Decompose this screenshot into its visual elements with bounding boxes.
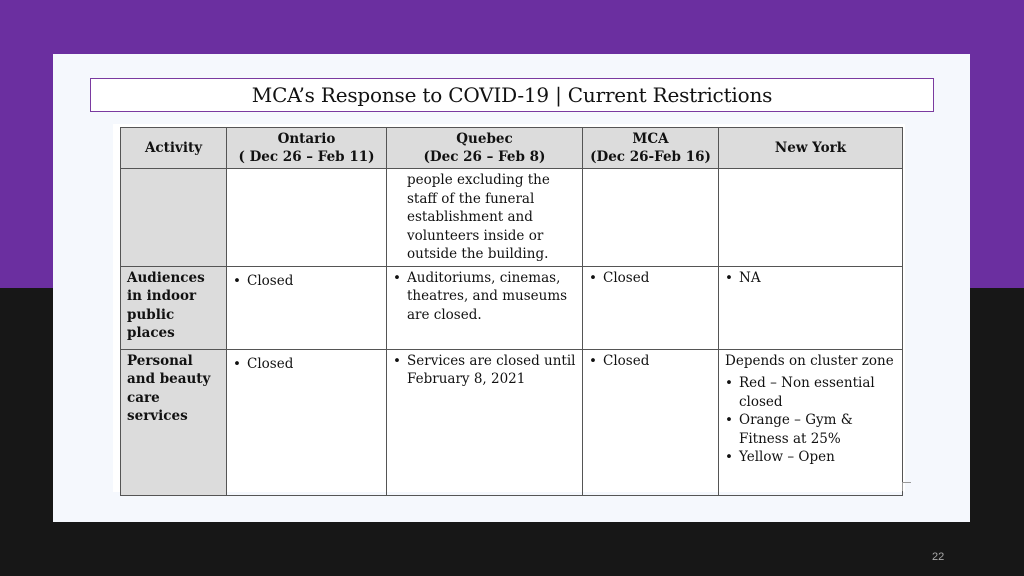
header-ontario: Ontario ( Dec 26 – Feb 11) — [227, 128, 387, 169]
new-york-intro: Depends on cluster zone — [725, 352, 894, 369]
table-row — [121, 266, 903, 349]
header-new-york: New York — [719, 128, 903, 169]
row-1-mca — [583, 169, 719, 267]
row-3-ontario — [227, 349, 387, 495]
list-item: • Closed — [233, 272, 380, 291]
row-3-quebec — [387, 349, 583, 495]
header-mca: MCA (Dec 26-Feb 16) — [583, 128, 719, 169]
slide-title: MCA’s Response to COVID-19 | Current Restrictions — [251, 83, 773, 107]
table-header-row — [121, 128, 903, 169]
row-2-quebec — [387, 266, 583, 349]
list-item: • Auditoriums, cinemas, theatres, and museums are closed. — [393, 269, 576, 325]
row-3-mca — [583, 349, 719, 495]
row-1-activity — [121, 169, 227, 267]
list-item: • Yellow – Open — [725, 448, 896, 467]
page-number: 22 — [932, 551, 945, 563]
row-3-new-york — [719, 349, 903, 495]
row-2-mca — [583, 266, 719, 349]
list-item: • Orange – Gym & Fitness at 25% — [725, 411, 896, 448]
list-item: • Closed — [589, 352, 712, 371]
list-item: • NA — [725, 269, 896, 288]
restrictions-table — [120, 127, 903, 496]
row-2-ontario — [227, 266, 387, 349]
list-item: • Closed — [233, 355, 380, 374]
list-item: • Services are closed until February 8, 2021 — [393, 352, 576, 389]
header-quebec: Quebec (Dec 26 – Feb 8) — [387, 128, 583, 169]
list-item: • Red – Non essential closed — [725, 374, 896, 411]
row-2-new-york — [719, 266, 903, 349]
header-activity: Activity — [121, 128, 227, 169]
list-item: • Closed — [589, 269, 712, 288]
table-row — [121, 169, 903, 267]
resize-corner-mark — [902, 482, 911, 491]
row-1-ontario — [227, 169, 387, 267]
row-2-activity: Audiences in indoor public places — [121, 266, 227, 349]
table-row — [121, 349, 903, 495]
slide-title-box — [90, 78, 934, 112]
row-1-new-york — [719, 169, 903, 267]
row-1-quebec: people excluding the staff of the funeral establishment and volunteers inside or outside the building. — [387, 169, 583, 267]
row-3-activity: Personal and beauty care services — [121, 349, 227, 495]
